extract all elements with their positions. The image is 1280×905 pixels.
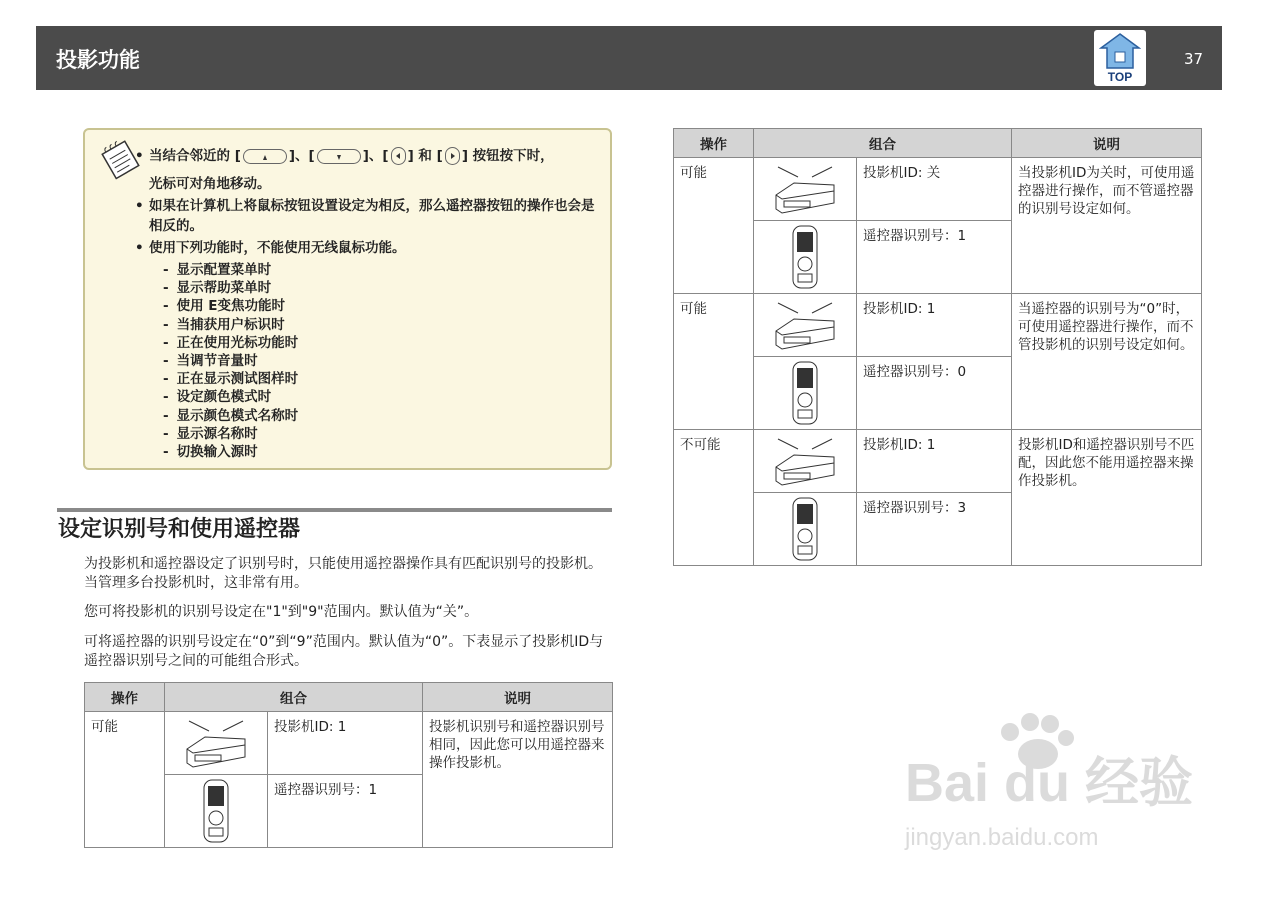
note-bullet-3: • 使用下列功能时，不能使用无线鼠标功能。 — [149, 238, 604, 258]
watermark-brand: Bai du 经验 — [905, 753, 1194, 813]
page-title: 投影功能 — [56, 48, 140, 72]
description-cell: 投影机ID和遥控器识别号不匹配，因此您不能用遥控器来操作投影机。 — [1012, 430, 1202, 566]
description-cell: 当投影机ID为关时，可使用遥控器进行操作，而不管遥控器的识别号设定如何。 — [1012, 158, 1202, 294]
list-item: - 显示源名称时 — [163, 425, 298, 443]
list-item: - 显示配置菜单时 — [163, 261, 298, 279]
header-operation: 操作 — [85, 683, 165, 712]
remote-id-cell: 遥控器识别号：0 — [857, 357, 1012, 430]
remote-control-icon — [754, 221, 857, 294]
projector-icon — [165, 712, 268, 775]
header-combination: 组合 — [754, 129, 1012, 158]
paragraph-3: 可将遥控器的识别号设定在“0”到“9”范围内。默认值为“0”。下表显示了投影机ID与遥控器识别号之间的可能组合形式。 — [84, 634, 604, 669]
list-item: - 切换输入源时 — [163, 443, 298, 461]
right-arrow-button-icon — [445, 147, 460, 165]
header-operation: 操作 — [674, 129, 754, 158]
list-item: - 显示帮助菜单时 — [163, 279, 298, 297]
list-item: - 当调节音量时 — [163, 352, 298, 370]
remote-id-cell: 遥控器识别号：1 — [268, 775, 423, 848]
paragraph-2: 您可将投影机的识别号设定在"1"到"9"范围内。默认值为“关”。 — [84, 604, 479, 620]
projector-id-cell: 投影机ID: 关 — [857, 158, 1012, 221]
note-bullet-1: • 当结合邻近的 [ ]、[ ]、[ ] 和 [ ] 按钮按下时， — [149, 146, 604, 166]
page-number: 37 — [1184, 50, 1204, 68]
header-combination: 组合 — [165, 683, 423, 712]
note-sub-list — [163, 261, 298, 461]
operation-cell: 可能 — [674, 294, 754, 430]
remote-id-cell: 遥控器识别号：3 — [857, 493, 1012, 566]
description-cell: 当遥控器的识别号为“0”时，可使用遥控器进行操作，而不管投影机的识别号设定如何。 — [1012, 294, 1202, 430]
operation-cell: 不可能 — [674, 430, 754, 566]
description-cell: 投影机识别号和遥控器识别号相同，因此您可以用遥控器来操作投影机。 — [423, 712, 613, 848]
header-description: 说明 — [1012, 129, 1202, 158]
paragraph-1: 为投影机和遥控器设定了识别号时，只能使用遥控器操作具有匹配识别号的投影机。当管理多台投影机时，这非常有用。 — [84, 556, 602, 591]
table-row — [674, 158, 1202, 221]
operation-cell: 可能 — [85, 712, 165, 848]
left-arrow-button-icon — [391, 147, 406, 165]
down-arrow-button-icon — [317, 149, 361, 164]
remote-control-icon — [754, 493, 857, 566]
header-description: 说明 — [423, 683, 613, 712]
table-row — [674, 430, 1202, 493]
projector-id-cell: 投影机ID: 1 — [268, 712, 423, 775]
projector-icon — [754, 294, 857, 357]
list-item: - 使用 E变焦功能时 — [163, 297, 298, 315]
section-heading: 设定识别号和使用遥控器 — [58, 517, 301, 542]
note-bullet-2: • 如果在计算机上将鼠标按钮设置设定为相反，那么遥控器按钮的操作也会是相反的。 — [149, 196, 604, 236]
remote-control-icon — [165, 775, 268, 848]
projector-icon — [754, 158, 857, 221]
page-header — [36, 26, 1222, 90]
note-bullet-1-cont: 光标可对角地移动。 — [149, 176, 271, 192]
top-button[interactable] — [1094, 30, 1146, 86]
combination-table-left — [84, 682, 613, 848]
table-row — [85, 712, 613, 775]
list-item: - 正在使用光标功能时 — [163, 334, 298, 352]
combination-table-right — [673, 128, 1202, 566]
watermark-url: jingyan.baidu.com — [905, 824, 1099, 851]
remote-control-icon — [754, 357, 857, 430]
list-item: - 显示颜色模式名称时 — [163, 407, 298, 425]
baidu-watermark — [905, 712, 1205, 862]
projector-icon — [754, 430, 857, 493]
remote-id-cell: 遥控器识别号：1 — [857, 221, 1012, 294]
table-row — [674, 294, 1202, 357]
note-box — [83, 128, 612, 470]
list-item: - 设定颜色模式时 — [163, 388, 298, 406]
house-icon — [1099, 32, 1141, 70]
projector-id-cell: 投影机ID: 1 — [857, 294, 1012, 357]
list-item: - 正在显示测试图样时 — [163, 370, 298, 388]
up-arrow-button-icon — [243, 149, 287, 164]
operation-cell: 可能 — [674, 158, 754, 294]
top-label: TOP — [1107, 70, 1133, 84]
list-item: - 当捕获用户标识时 — [163, 316, 298, 334]
projector-id-cell: 投影机ID: 1 — [857, 430, 1012, 493]
